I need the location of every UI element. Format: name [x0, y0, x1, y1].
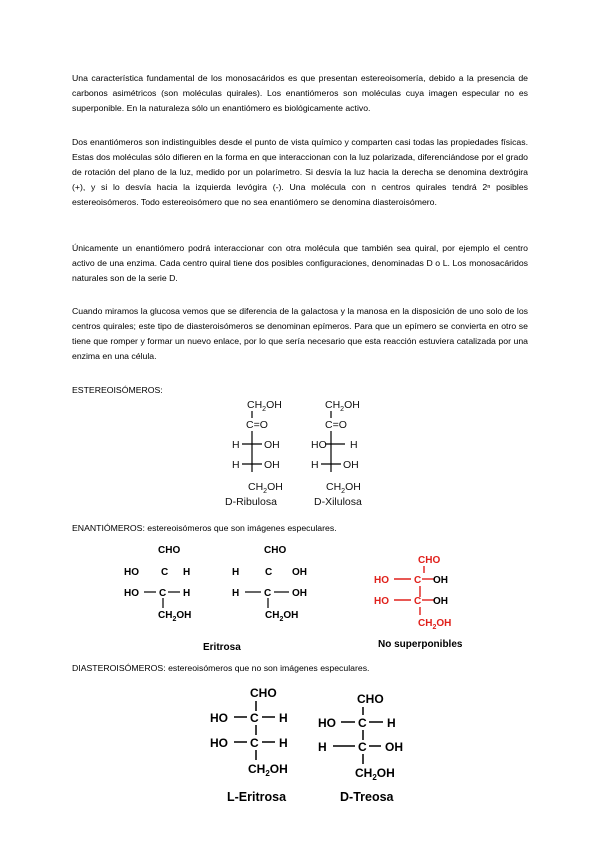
- structure-l-eritrosa: [210, 686, 288, 804]
- l-eritrosa-c3-left: HO: [210, 736, 228, 750]
- eritrosa-left-c3-carbon: C: [159, 588, 167, 599]
- ribulosa-c4-left: H: [232, 459, 240, 471]
- l-eritrosa-c3-right: H: [279, 736, 288, 750]
- heading-enantiomers-desc: estereoisómeros que son imágenes especulares.: [144, 523, 337, 533]
- xilulosa-c4-right: OH: [343, 459, 359, 471]
- ribulosa-c3-left: H: [232, 439, 240, 451]
- eritrosa-left-c2-carbon: C: [161, 567, 169, 578]
- ribulosa-top-group: $CH_2OH$: [247, 399, 282, 413]
- xilulosa-top-group: $CH_2OH$: [325, 399, 360, 413]
- structure-d-xilulosa: [311, 399, 362, 508]
- d-treosa-top-group: CHO: [357, 692, 384, 706]
- eritrosa-right-c2-carbon: C: [265, 567, 273, 578]
- l-eritrosa-c3-carbon: C: [250, 736, 259, 750]
- heading-diastereoisomers-desc: estereoisómeros que no son imágenes especulares.: [165, 663, 370, 673]
- eritrosa-left-bottom-group: $CH_2OH$: [158, 610, 192, 623]
- eritrosa-right-c3-right: OH: [292, 588, 307, 599]
- overlay-c3-left: HO: [374, 596, 389, 607]
- l-eritrosa-c2-left: HO: [210, 711, 228, 725]
- structure-eritrosa-right: [232, 545, 307, 623]
- eritrosa-left-c3-left: HO: [124, 588, 139, 599]
- structure-overlay-no-superponibles: [374, 555, 463, 650]
- paragraph-stereoisomerism: Una característica fundamental de los monosacáridos es que presentan estereoisomería, debido a la presencia de carbonos asimétricos (son moléculas quirales). Los enantiómeros son moléculas cuya imagen especular no es superponible. En la naturaleza sólo un enantiómero es biológicamente activo.: [72, 73, 528, 113]
- overlay-c3-carbon: C: [414, 596, 422, 607]
- d-treosa-c3-right: OH: [385, 740, 403, 754]
- xilulosa-c4-left: H: [311, 459, 319, 471]
- ribulosa-c4-right: OH: [264, 459, 280, 471]
- d-treosa-c3-carbon: C: [358, 740, 367, 754]
- eritrosa-left-c2-right: H: [183, 567, 191, 578]
- xilulosa-name: D-Xilulosa: [314, 496, 362, 508]
- eritrosa-right-c3-carbon: C: [264, 588, 272, 599]
- xilulosa-c3-right: H: [350, 439, 358, 451]
- overlay-c2-left: HO: [374, 575, 389, 586]
- d-treosa-c2-right: H: [387, 716, 396, 730]
- xilulosa-carbonyl: C=O: [325, 419, 347, 431]
- overlay-c2-carbon: C: [414, 575, 422, 586]
- xilulosa-bottom-group: $CH_2OH$: [326, 481, 361, 495]
- eritrosa-left-c2-left: HO: [124, 567, 139, 578]
- ribulosa-name: D-Ribulosa: [225, 496, 277, 508]
- xilulosa-c3-left: HO: [311, 439, 327, 451]
- l-eritrosa-name: L-Eritrosa: [227, 790, 287, 804]
- eritrosa-right-c2-left: H: [232, 567, 240, 578]
- overlay-caption: No superponibles: [378, 639, 463, 650]
- overlay-bottom-group: $CH_2OH$: [418, 618, 452, 631]
- eritrosa-left-c3-right: H: [183, 588, 191, 599]
- structure-eritrosa-left: [124, 545, 191, 623]
- overlay-c2-right: OH: [433, 575, 448, 586]
- ribulosa-c3-right: OH: [264, 439, 280, 451]
- eritrosa-name: Eritrosa: [203, 642, 241, 653]
- overlay-c3-right: OH: [433, 596, 448, 607]
- heading-stereoisomers-label: ESTEREOISÓMEROS:: [72, 385, 163, 395]
- l-eritrosa-bottom-group: $CH_2OH$: [248, 762, 288, 778]
- eritrosa-right-top-group: CHO: [264, 545, 287, 556]
- d-treosa-c2-left: HO: [318, 716, 336, 730]
- d-treosa-c2-carbon: C: [358, 716, 367, 730]
- l-eritrosa-top-group: CHO: [250, 686, 277, 700]
- eritrosa-right-c2-right: OH: [292, 567, 307, 578]
- l-eritrosa-c2-carbon: C: [250, 711, 259, 725]
- paragraph-enantiomers: Dos enantiómeros son indistinguibles desde el punto de vista químico y comparten casi todas las propiedades físicas. Estas dos moléculas sólo difieren en la forma en que interaccionan con la luz polarizada, diferenciándose por el grado de rotación del plano de la luz, medido por un polarímetro. Si desvía la luz hacia la derecha se denomina dextrógira (+), y si lo desvía hacia la izquierda levógira (-). Una molécula con n centros quirales tendrá 2ⁿ posibles estereoisómeros. Todo estereoisómero que no sea enantiómero se denomina diasteroisómero.: [72, 137, 528, 207]
- ribulosa-bottom-group: $CH_2OH$: [248, 481, 283, 495]
- eritrosa-right-c3-left: H: [232, 588, 240, 599]
- structure-d-ribulosa: [225, 399, 283, 508]
- overlay-top-group: CHO: [418, 555, 441, 566]
- paragraph-epimers: Cuando miramos la glucosa vemos que se diferencia de la galactosa y la manosa en la disposición de uno solo de los centros quirales; este tipo de diasteroisómeros se denominan epímeros. Para que un epímero se convierta en otro se tiene que romper y formar un nuevo enlace, por lo que sería necesario que esta reacción estuviera catalizada por una enzima en una célula.: [72, 306, 528, 361]
- d-treosa-bottom-group: $CH_2OH$: [355, 766, 395, 782]
- l-eritrosa-c2-right: H: [279, 711, 288, 725]
- heading-enantiomers-label: ENANTIÓMEROS:: [72, 523, 145, 533]
- d-treosa-c3-left: H: [318, 740, 327, 754]
- heading-diastereoisomers-label: DIASTEROISÓMEROS:: [72, 663, 166, 673]
- d-treosa-name: D-Treosa: [340, 790, 394, 804]
- paragraph-chiral-centers: Únicamente un enantiómero podrá interaccionar con otra molécula que también sea quiral, por ejemplo el centro activo de una enzima. Cada centro quiral tiene dos posibles configuraciones, denominadas D o L. Los monosacáridos naturales son de la serie D.: [72, 243, 528, 283]
- ribulosa-carbonyl: C=O: [246, 419, 268, 431]
- eritrosa-right-bottom-group: $CH_2OH$: [265, 610, 299, 623]
- structure-d-treosa: [318, 692, 403, 804]
- eritrosa-left-top-group: CHO: [158, 545, 181, 556]
